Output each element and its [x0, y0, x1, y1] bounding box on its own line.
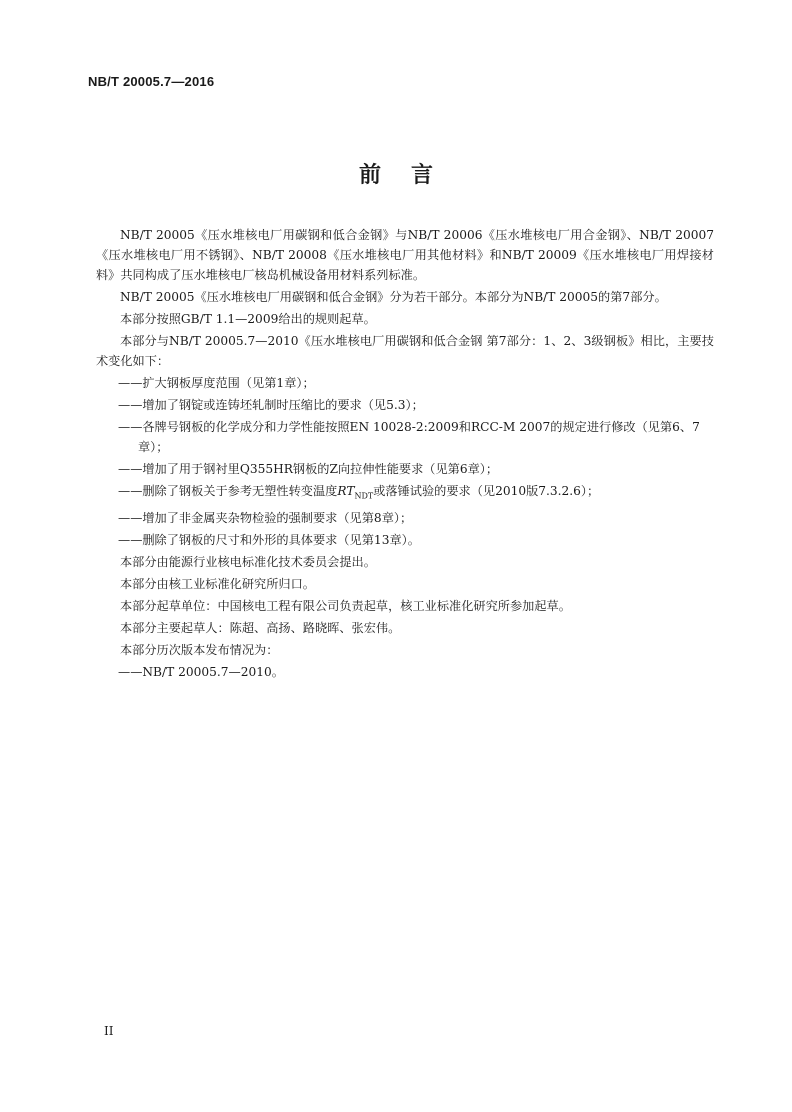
paragraph-parts: NB/T 20005《压水堆核电厂用碳钢和低合金钢》分为若干部分。本部分为NB/T 20005的第7部分。	[120, 290, 667, 304]
change-item: ——增加了非金属夹杂物检验的强制要求（见第8章）；	[118, 511, 413, 526]
paragraph-administrator: 本部分由核工业标准化研究所归口。	[120, 577, 315, 592]
change-item: ——扩大钢板厚度范围（见第1章）；	[118, 376, 315, 390]
paragraph-changes-intro: 本部分与NB/T 20005.7—2010《压水堆核电厂用碳钢和低合金钢 第7部分：1、2、3级钢板》相比，主要技术变化如下：	[96, 334, 714, 368]
change-item: ——各牌号钢板的化学成分和力学性能按照EN 10028-2:2009和RCC-M 2007的规定进行修改（见第6、7章）；	[118, 420, 700, 454]
document-code: NB/T 20005.7—2016	[88, 74, 215, 89]
paragraph-series-intro: NB/T 20005《压水堆核电厂用碳钢和低合金钢》与NB/T 20006《压水堆核电厂用合金钢》、NB/T 20007《压水堆核电厂用不锈钢》、NB/T 20008《压水堆核电厂用其他材料》和NB/T 20009《压水堆核电厂用焊接材料》共同构成了压水堆核电厂核岛机械设备用材料系列标准。	[96, 228, 714, 282]
page-title: 前言	[358, 163, 463, 188]
paragraph-drafters: 本部分主要起草人：陈超、高扬、路晓晖、张宏伟。	[120, 621, 401, 636]
change-item: ——增加了钢锭或连铸坯轧制时压缩比的要求（见5.3）；	[118, 398, 424, 412]
paragraph-history: 本部分历次版本发布情况为：	[120, 643, 279, 658]
paragraph-proposer: 本部分由能源行业核电标准化技术委员会提出。	[120, 555, 376, 570]
change-item: ——增加了用于钢衬里Q355HR钢板的Z向拉伸性能要求（见第6章）；	[118, 462, 499, 476]
paragraph-drafting-rules: 本部分按照GB/T 1.1—2009给出的规则起草。	[120, 312, 376, 326]
change-item-text: ——删除了钢板关于参考无塑性转变温度	[118, 484, 338, 498]
paragraph-drafting-units: 本部分起草单位：中国核电工程有限公司负责起草，核工业标准化研究所参加起草。	[120, 599, 571, 614]
page-number: II	[104, 1024, 114, 1038]
change-item-text: 或落锤试验的要求（见2010版7.3.2.6）；	[373, 484, 600, 498]
ndt-subscript: NDT	[354, 491, 374, 501]
history-item: ——NB/T 20005.7—2010。	[118, 665, 284, 680]
rt-symbol: RT	[337, 484, 355, 498]
change-item	[96, 481, 714, 506]
foreword-body	[96, 225, 714, 684]
change-item: ——删除了钢板的尺寸和外形的具体要求（见第13章）。	[118, 533, 420, 548]
